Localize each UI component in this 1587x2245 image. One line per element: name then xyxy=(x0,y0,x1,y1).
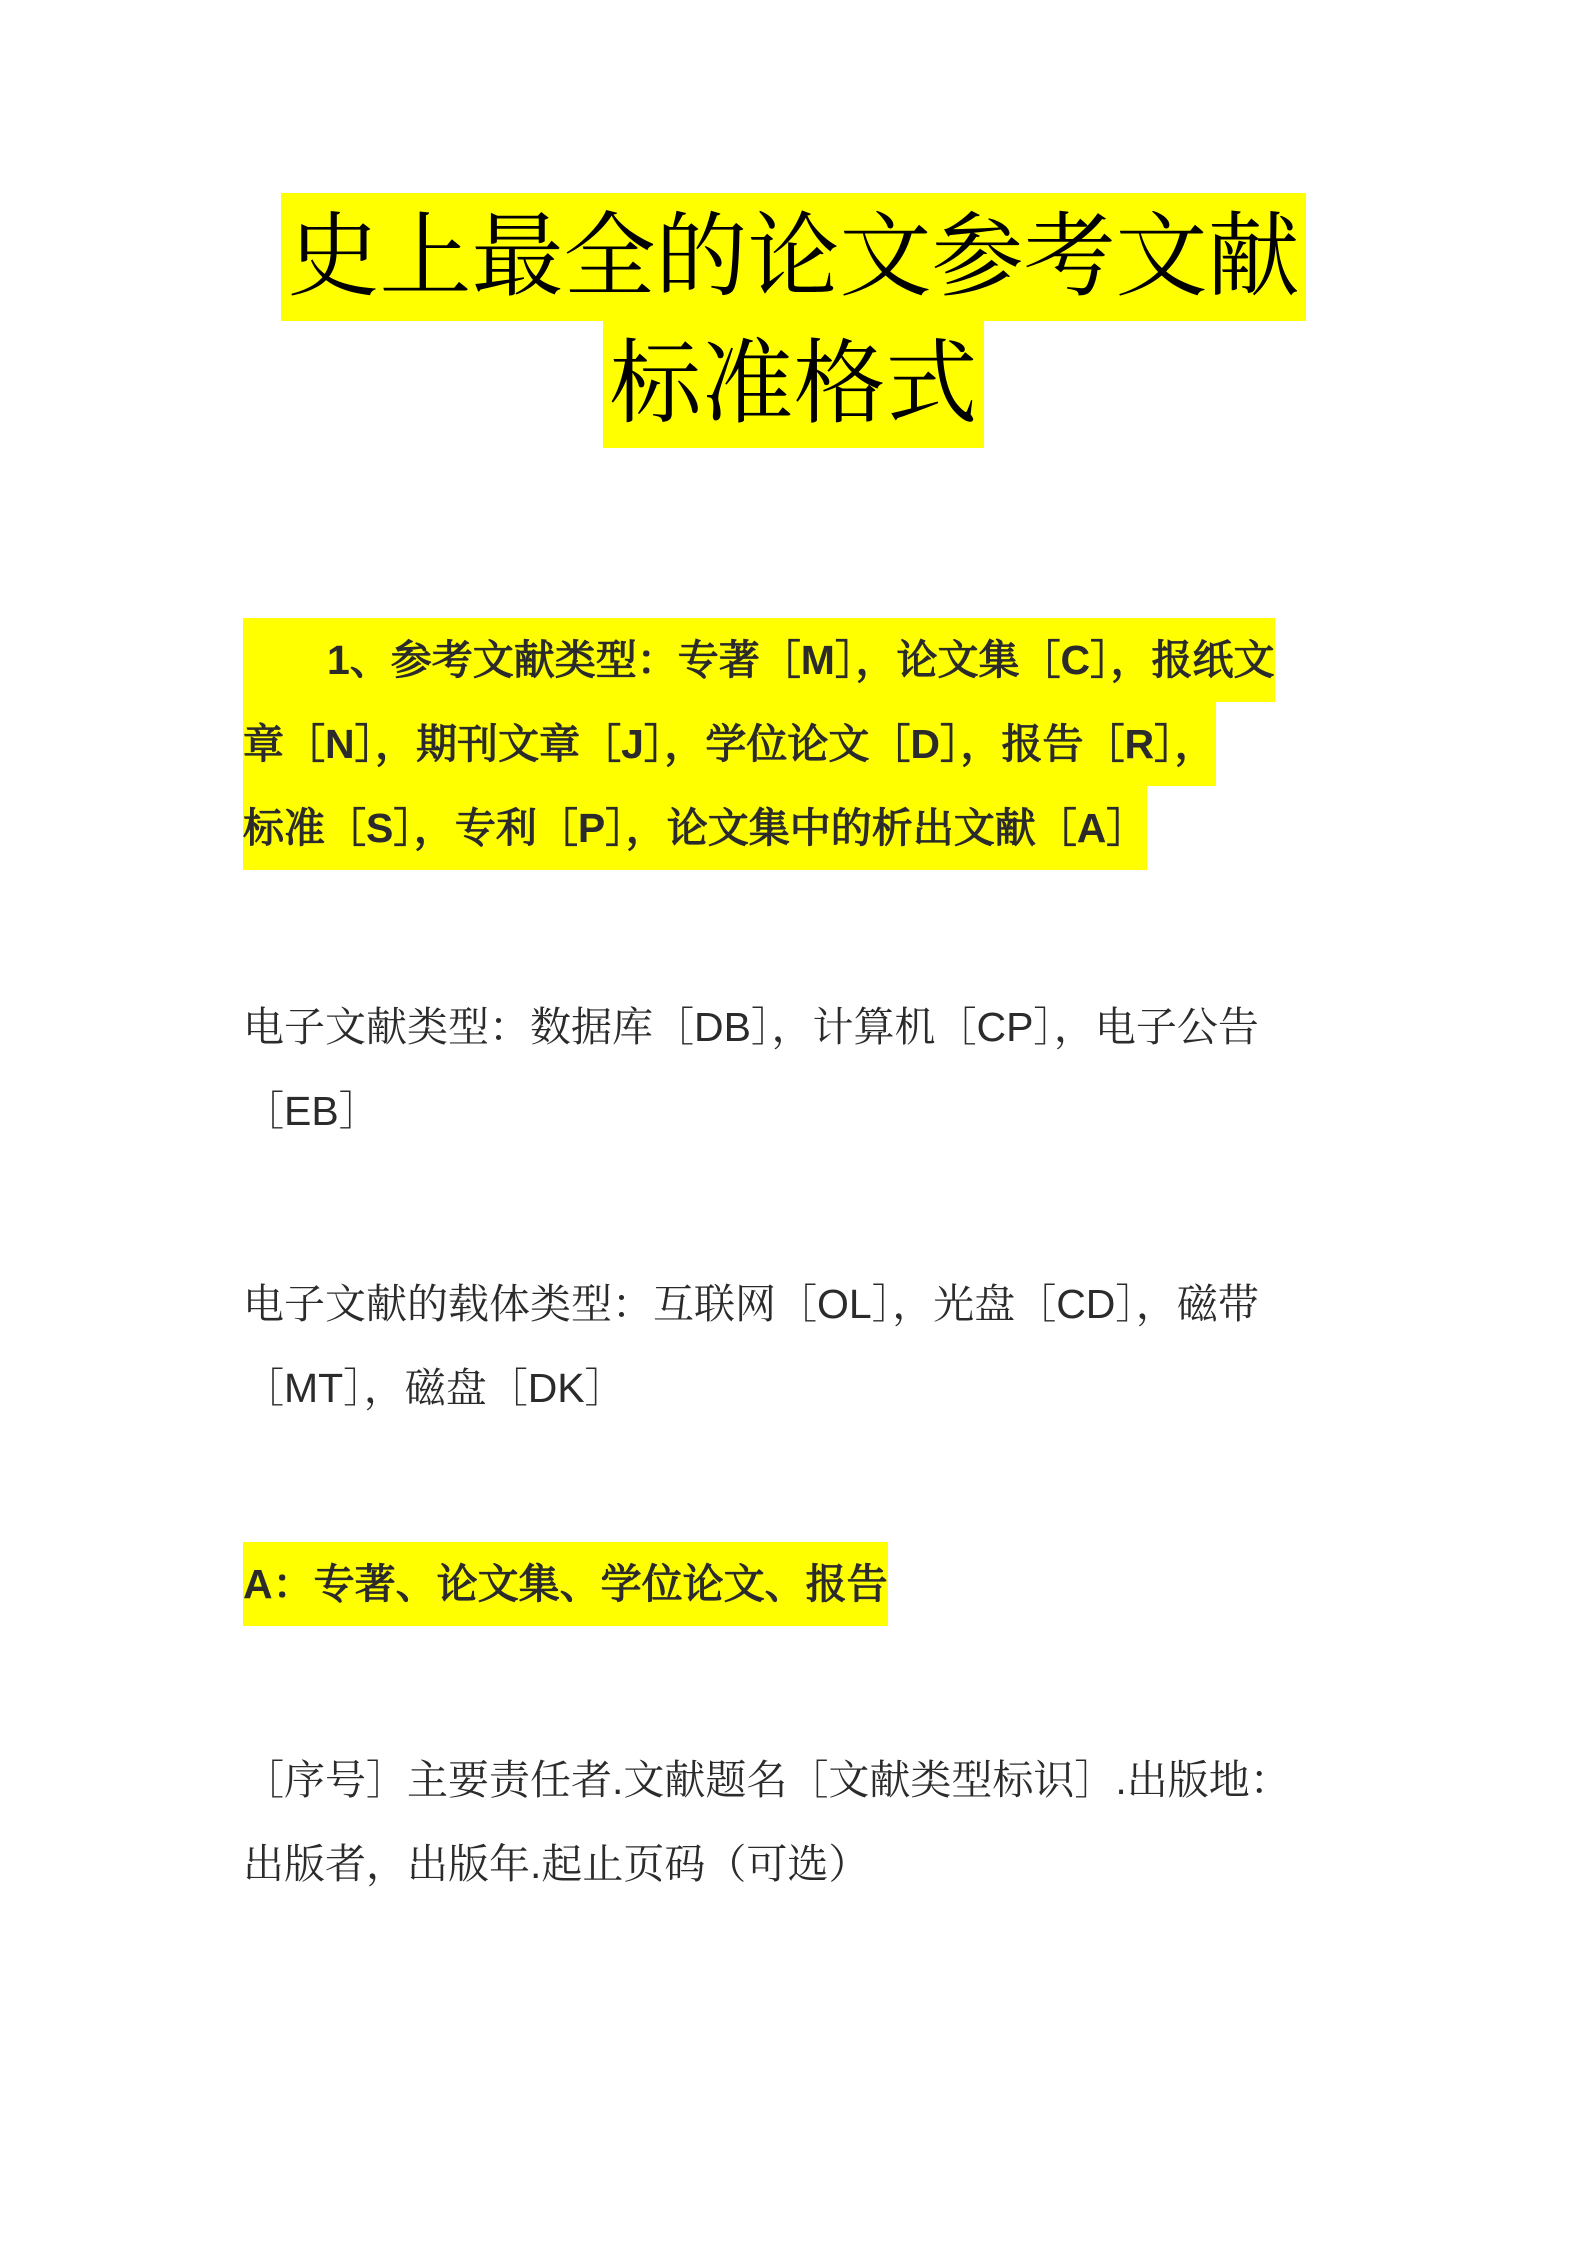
electronic-types-line-2: ［EB］ xyxy=(243,1088,380,1134)
section-a-heading xyxy=(243,1542,1353,1626)
document-title-line-2 xyxy=(0,320,1587,448)
reference-types-line-3: 标准［S］，专利［P］，论文集中的析出文献［A］ xyxy=(243,786,1147,870)
title-text-2: 标准格式 xyxy=(603,320,983,448)
format-a-paragraph xyxy=(243,1738,1353,1906)
document-title-line-1 xyxy=(0,193,1587,321)
carrier-types-paragraph xyxy=(243,1262,1353,1430)
carrier-types-line-2: ［MT］，磁盘［DK］ xyxy=(243,1365,626,1411)
reference-types-line-2: 章［N］，期刊文章［J］，学位论文［D］，报告［R］， xyxy=(243,702,1216,786)
electronic-types-line-1: 电子文献类型：数据库［DB］，计算机［CP］，电子公告 xyxy=(243,1004,1259,1050)
reference-types-line-1: 1、参考文献类型：专著［M］，论文集［C］，报纸文 xyxy=(243,618,1275,702)
section-a-heading-text: A：专著、论文集、学位论文、报告 xyxy=(243,1542,888,1626)
format-a-line-1: ［序号］主要责任者.文献题名［文献类型标识］.出版地： xyxy=(243,1757,1291,1803)
electronic-types-paragraph xyxy=(243,985,1353,1153)
reference-types-paragraph xyxy=(243,618,1353,870)
title-text-1: 史上最全的论文参考文献 xyxy=(281,193,1305,321)
carrier-types-line-1: 电子文献的载体类型：互联网［OL］，光盘［CD］，磁带 xyxy=(243,1281,1259,1327)
format-a-line-2: 出版者，出版年.起止页码（可选） xyxy=(243,1841,870,1887)
